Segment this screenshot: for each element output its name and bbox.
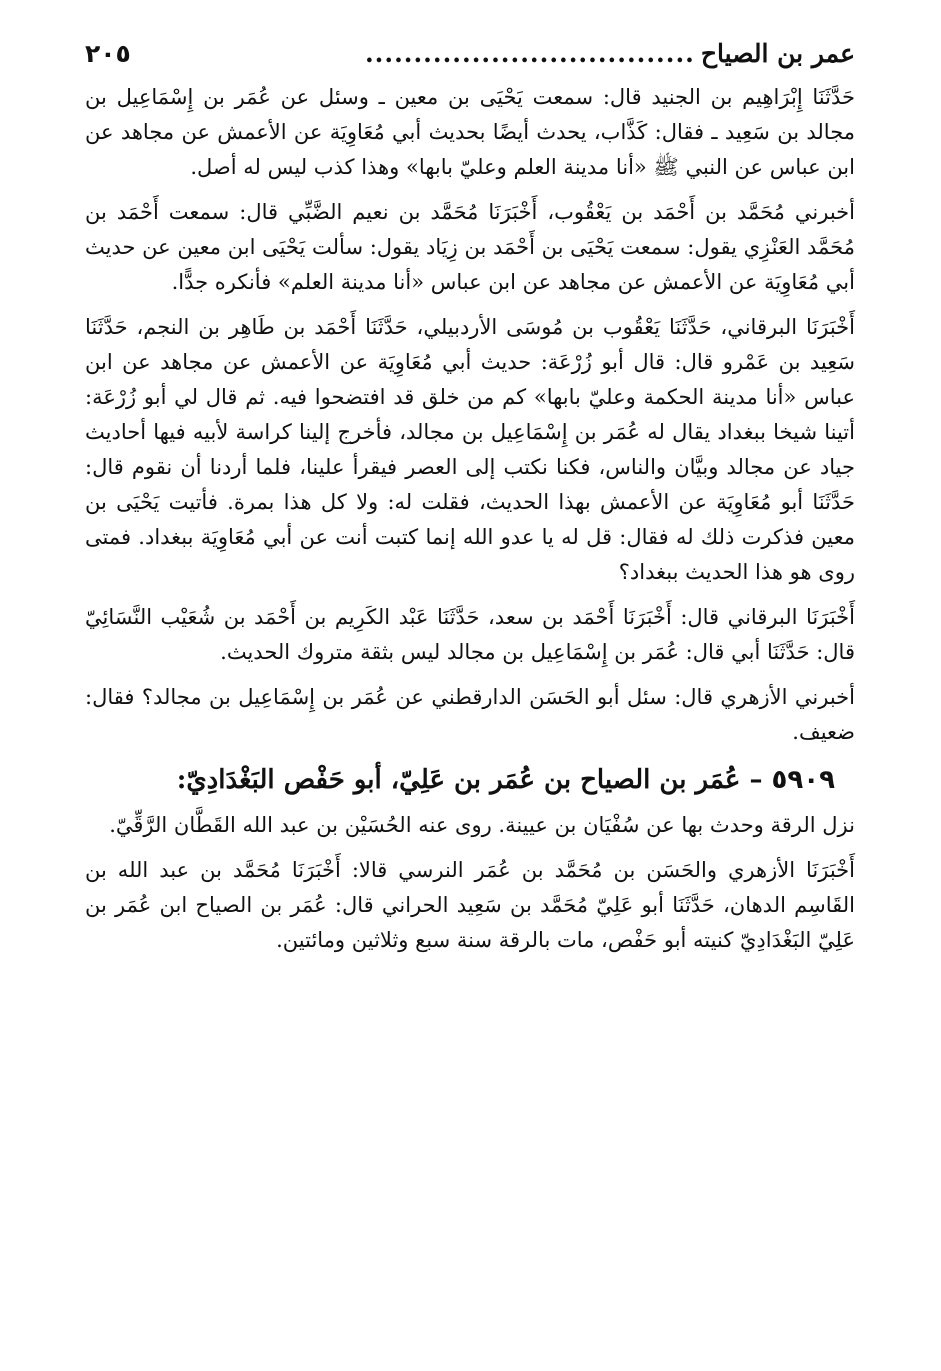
leader-dots: .................................. [364, 39, 695, 68]
paragraph-2: أخبرني مُحَمَّد بن أَحْمَد بن يَعْقُوب، أَخْبَرَنَا مُحَمَّد بن نعيم الضَّبِّي قال: سمعت أَحْمَد بن مُحَمَّد العَنْزِي يقول: سمعت يَحْيَى بن أَحْمَد بن زِيَاد يقول: سألت يَحْيَى ابن معين عن حديث أبي مُعَاوِيَة عن الأعمش عن مجاهد عن ابن عباس «أنا مدينة العلم» فأنكره جدًّا. [85, 200, 855, 294]
entry-paragraph-2: أَخْبَرَنَا الأزهري والحَسَن بن مُحَمَّد بن عُمَر النرسي قالا: أَخْبَرَنَا مُحَمَّد بن عبد الله بن القَاسِم الدهان، حَدَّثَنَا أبو عَلِيّ مُحَمَّد بن سَعِيد الحراني قال: عُمَر بن الصياح ابن عُمَر بن عَلِيّ البَغْدَادِيّ كنيته أبو حَفْص، مات بالرقة سنة سبع وثلاثين ومائتين. [85, 858, 855, 952]
book-page [85, 30, 855, 968]
entry-dash: – [749, 765, 763, 795]
paragraph-3: أَخْبَرَنَا البرقاني، حَدَّثَنَا يَعْقُوب بن مُوسَى الأردبيلي، حَدَّثَنَا أَحْمَد بن طَاهِر بن النجم، حَدَّثَنَا سَعِيد بن عَمْرو قال: قال أبو زُرْعَة: حديث أبي مُعَاوِيَة عن الأعمش عن مجاهد عن ابن عباس «أنا مدينة الحكمة وعليّ بابها» كم من خلق قد افتضحوا فيه. ثم قال لي أبو زُرْعَة: أتينا شيخا ببغداد يقال له عُمَر بن إِسْمَاعِيل بن مجالد، فأخرج إلينا كراسة لأبيه فيها أحاديث جياد عن مجالد وبيَّان والناس، فكنا نكتب إلى العصر فيقرأ علينا، فلما أردنا أن نقوم قال: حَدَّثَنَا أبو مُعَاوِيَة عن الأعمش بهذا الحديث، فقلت له: ولا كل هذا بمرة. فأتيت يَحْيَى بن معين فذكرت ذلك له فقال: قل له يا عدو الله إنما كتبت أنت عن أبي مُعَاوِيَة ببغداد. فمتى روى هو هذا الحديث ببغداد؟ [85, 315, 855, 584]
paragraph-5: أخبرني الأزهري قال: سئل أبو الحَسَن الدارقطني عن عُمَر بن إِسْمَاعِيل بن مجالد؟ فقال: ضعيف. [85, 685, 855, 744]
entry-title: عُمَر بن الصياح بن عُمَر بن عَلِيّ، أبو حَفْص البَغْدَادِيّ: [176, 765, 741, 795]
page-number: ٢٠٥ [85, 39, 131, 68]
page-body [85, 80, 855, 958]
entry-heading [85, 760, 835, 800]
entry-paragraph-1: نزل الرقة وحدث بها عن سُفْيَان بن عيينة. روى عنه الحُسَيْن بن عبد الله القَطَّان الرَّقِّيّ. [109, 813, 855, 837]
paragraph-4: أَخْبَرَنَا البرقاني قال: أَخْبَرَنَا أَحْمَد بن سعد، حَدَّثَنَا عَبْد الكَرِيم بن أَحْمَد بن شُعَيْب النَّسَائِيّ قال: حَدَّثَنَا أبي قال: عُمَر بن إِسْمَاعِيل بن مجالد ليس بثقة متروك الحديث. [85, 605, 855, 664]
running-title: عمر بن الصياح [700, 39, 855, 68]
paragraph-1: حَدَّثَنَا إِبْرَاهِيم بن الجنيد قال: سمعت يَحْيَى بن معين ـ وسئل عن عُمَر بن إِسْمَاعِيل بن مجالد بن سَعِيد ـ فقال: كَذَّاب، يحدث أيضًا بحديث أبي مُعَاوِيَة عن الأعمش عن مجاهد عن ابن عباس عن النبي ﷺ «أنا مدينة العلم وعليّ بابها» وهذا كذب ليس له أصل. [85, 85, 855, 179]
running-header [85, 30, 855, 78]
entry-number: ٥٩٠٩ [771, 765, 835, 795]
